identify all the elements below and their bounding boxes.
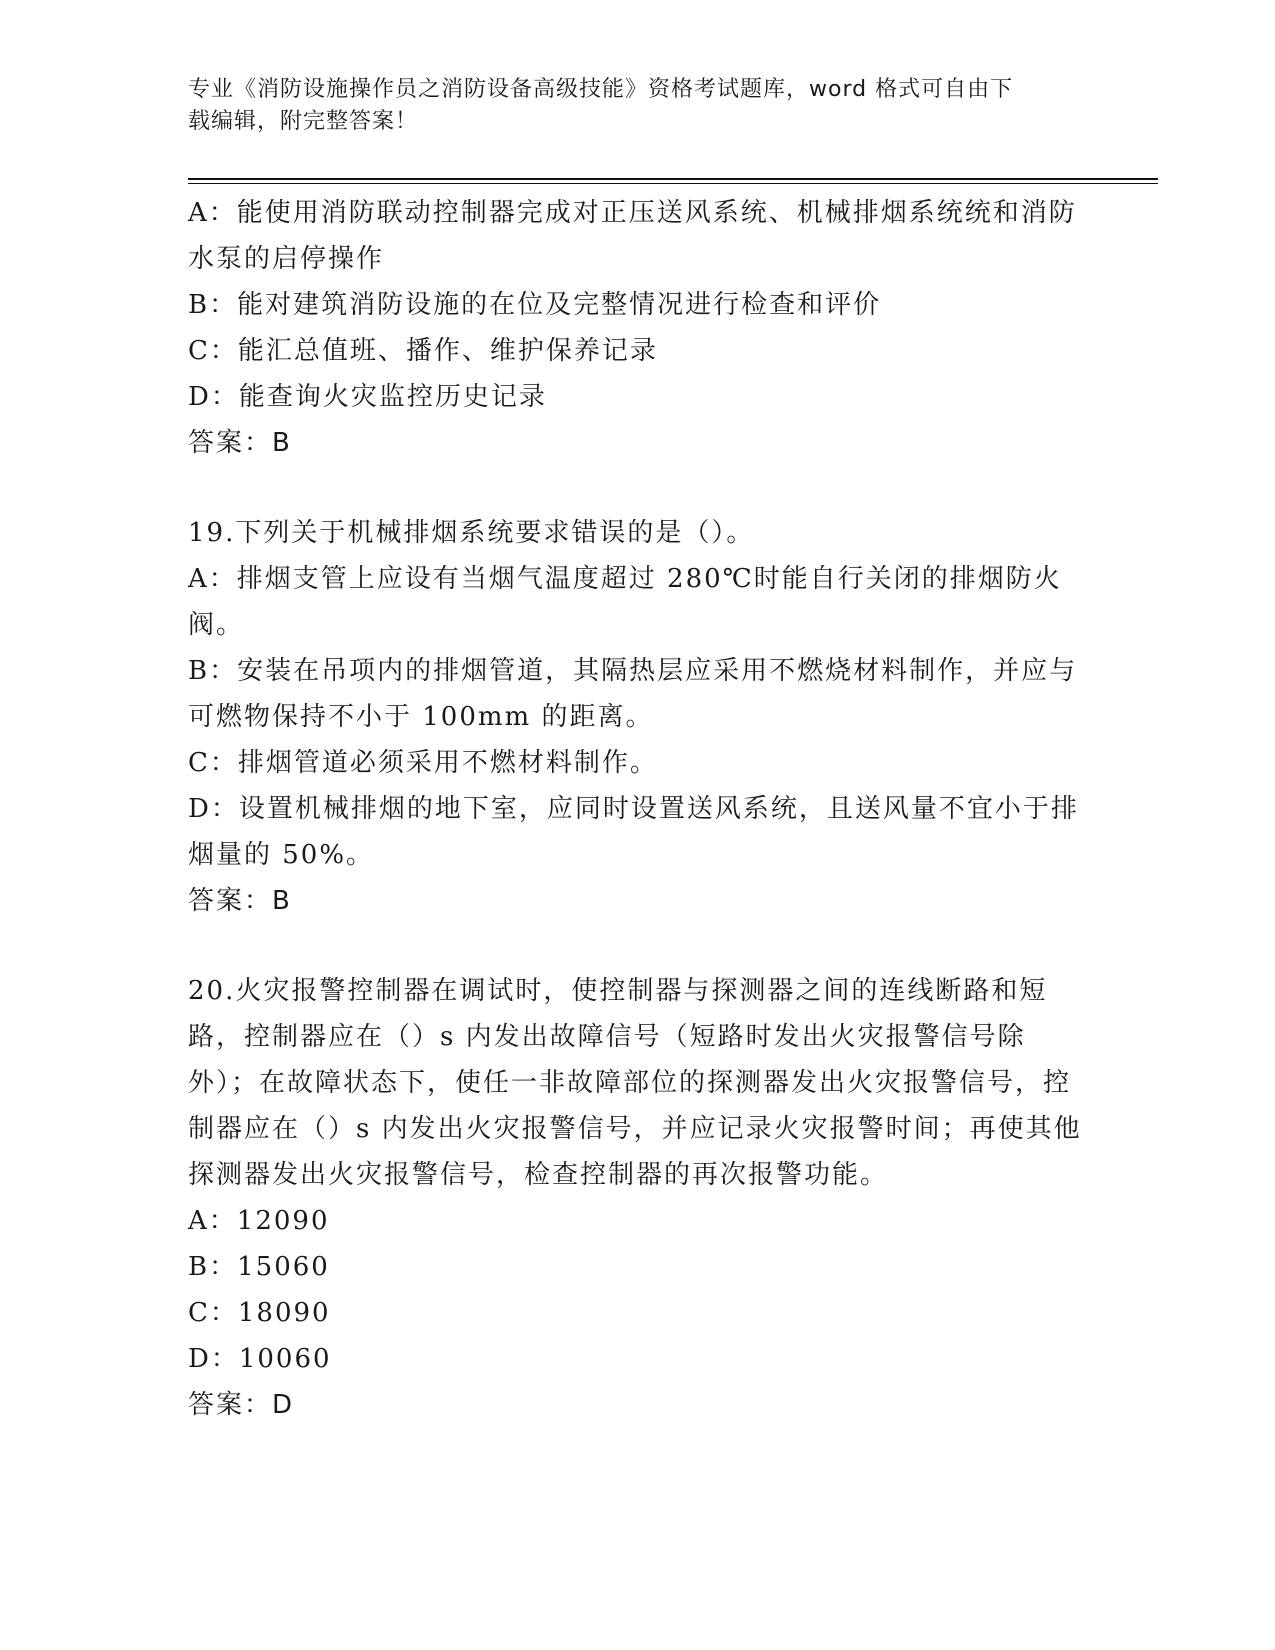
- header-divider: [188, 178, 1158, 180]
- option-d: D：能查询火灾监控历史记录: [188, 382, 547, 412]
- option-b: B：15060: [188, 1252, 330, 1282]
- question-list: [188, 190, 1088, 1428]
- answer-label: 答案：B: [188, 886, 292, 916]
- option-b: B：能对建筑消防设施的在位及完整情况进行检查和评价: [188, 290, 882, 320]
- document-header: [188, 74, 1068, 138]
- answer-label: 答案：D: [188, 1390, 295, 1420]
- header-line-1: 专业《消防设施操作员之消防设备高级技能》资格考试题库，word 格式可自由下: [188, 77, 1014, 102]
- option-c: C：能汇总值班、播作、维护保养记录: [188, 336, 658, 366]
- answer-label: 答案：B: [188, 428, 292, 458]
- header-divider-thin: [188, 183, 1158, 184]
- option-d: D：设置机械排烟的地下室，应同时设置送风系统，且送风量不宜小于排烟量的 50%。: [188, 794, 1079, 870]
- spacer: [188, 924, 1088, 968]
- header-line-2: 载编辑，附完整答案！: [188, 109, 419, 134]
- option-a: A：12090: [188, 1206, 330, 1236]
- question-20-block: [188, 968, 1088, 1428]
- option-b: B：安装在吊项内的排烟管道，其隔热层应采用不燃烧材料制作，并应与可燃物保持不小于 100mm 的距离。: [188, 656, 1078, 732]
- option-d: D：10060: [188, 1344, 332, 1374]
- question-18-block: [188, 190, 1088, 466]
- option-c: C：排烟管道必须采用不燃材料制作。: [188, 748, 658, 778]
- option-c: C：18090: [188, 1298, 331, 1328]
- question-19-block: [188, 510, 1088, 924]
- question-text: 19.下列关于机械排烟系统要求错误的是（）。: [188, 518, 755, 548]
- question-text: 20.火灾报警控制器在调试时，使控制器与探测器之间的连线断路和短路，控制器应在（）s 内发出故障信号（短路时发出火灾报警信号除外）；在故障状态下，使任一非故障部位的探测器发出火灾报警信号，控制器应在（）s 内发出火灾报警信号，并应记录火灾报警时间；再使其他探测器发出火灾报警信号，检查控制器的再次报警功能。: [188, 976, 1082, 1190]
- option-a: A：能使用消防联动控制器完成对正压送风系统、机械排烟系统统和消防水泵的启停操作: [188, 198, 1077, 274]
- spacer: [188, 466, 1088, 510]
- option-a: A：排烟支管上应设有当烟气温度超过 280℃时能自行关闭的排烟防火阀。: [188, 564, 1062, 640]
